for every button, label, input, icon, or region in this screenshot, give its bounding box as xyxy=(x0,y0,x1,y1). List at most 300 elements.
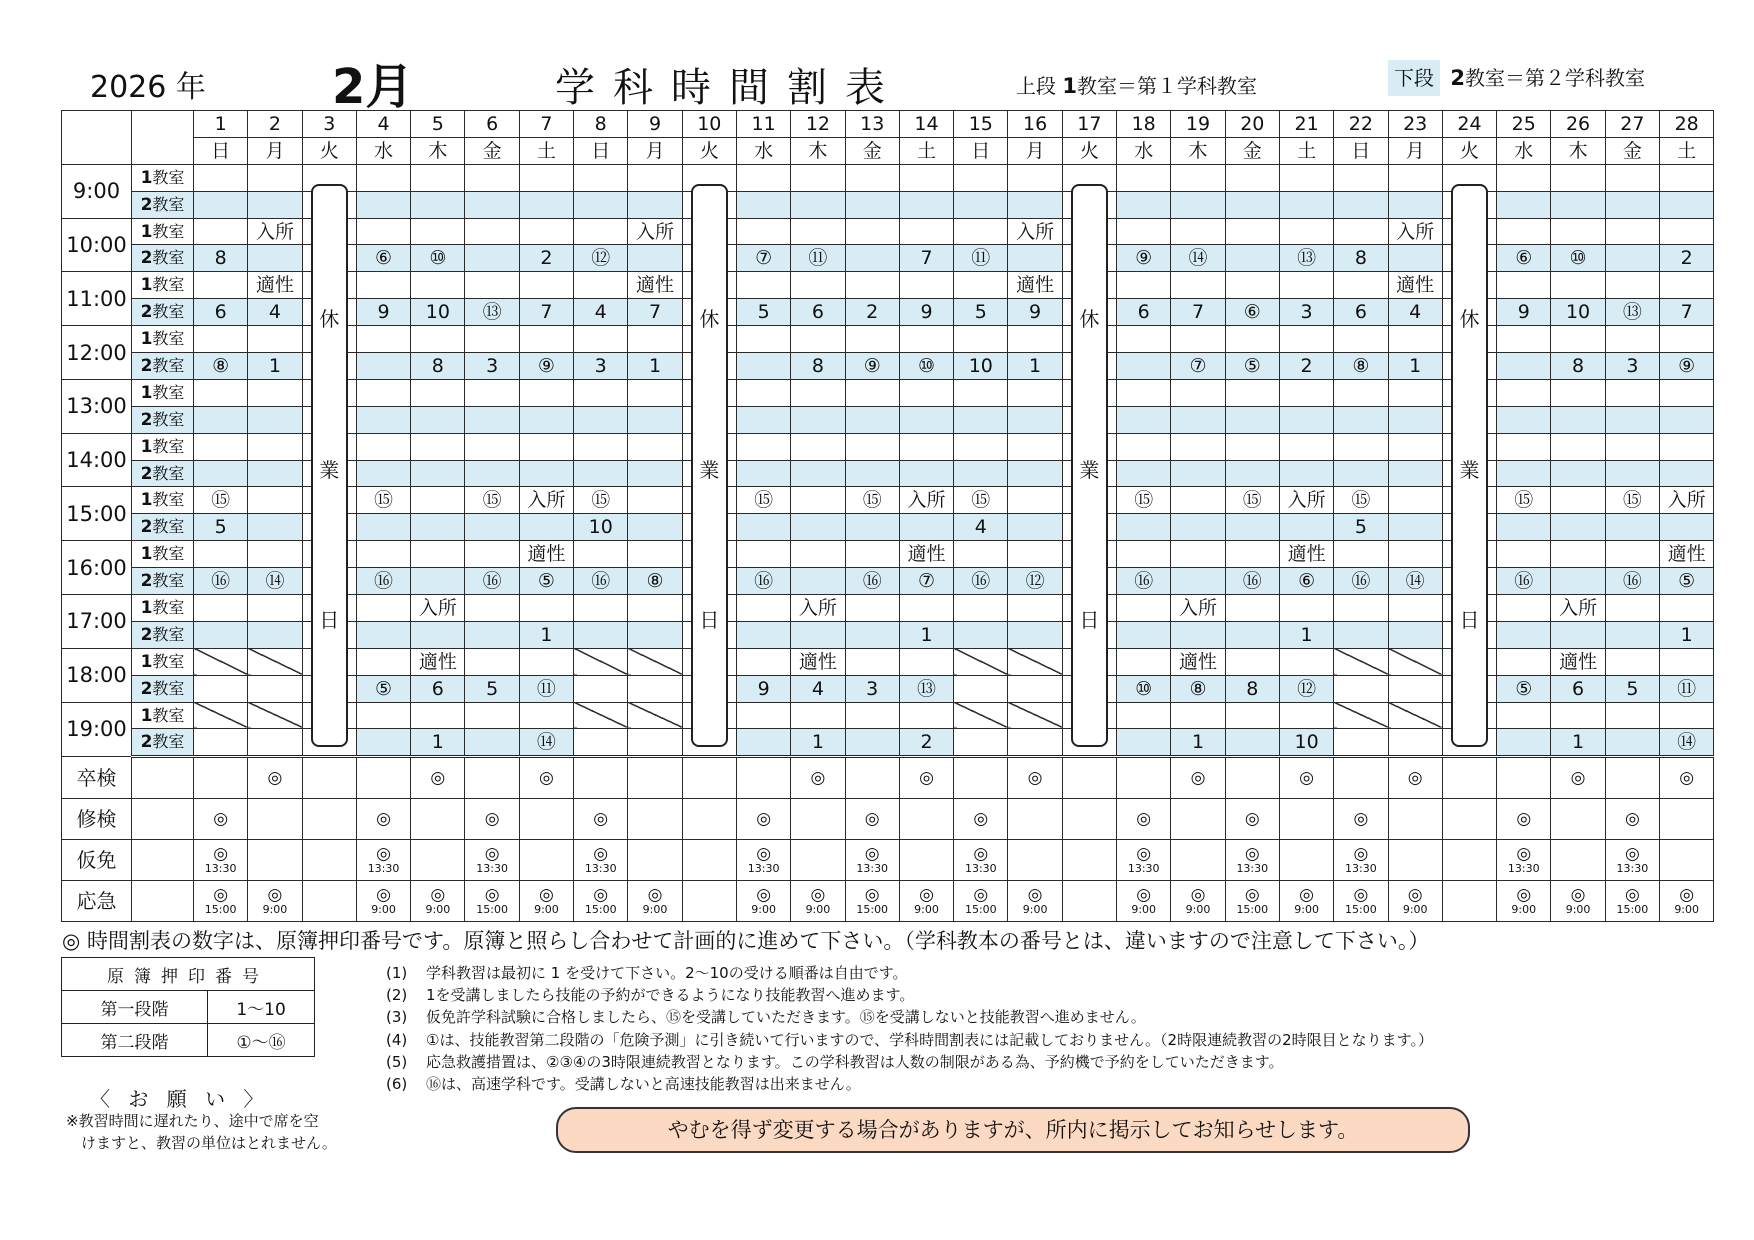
exam-cell xyxy=(1062,840,1116,881)
room-number: 2 xyxy=(140,624,153,645)
lesson-cell: 10 xyxy=(1551,299,1605,326)
exam-time: 9:00 xyxy=(534,903,559,917)
lesson-cell xyxy=(465,326,519,353)
weekday: 水 xyxy=(736,137,790,164)
exam-cell xyxy=(682,840,736,881)
lesson-cell xyxy=(1388,702,1442,729)
day-number: 14 xyxy=(899,111,953,138)
lesson-cell xyxy=(1117,648,1171,675)
time-slot: 13:00 xyxy=(62,379,132,433)
lesson-cell xyxy=(194,702,248,729)
lesson-cell: ⑪ xyxy=(791,245,845,272)
lesson-cell xyxy=(791,406,845,433)
lesson-cell xyxy=(356,460,410,487)
time-slot: 15:00 xyxy=(62,487,132,541)
holiday-char: 休 xyxy=(699,306,720,331)
lesson-cell xyxy=(519,460,573,487)
lesson-cell xyxy=(628,595,682,622)
lesson-cell xyxy=(1117,218,1171,245)
exam-mark: ◎ xyxy=(919,885,934,906)
exam-mark: ◎ xyxy=(1190,885,1206,906)
holiday-char: 休 xyxy=(1459,306,1480,331)
exam-cell xyxy=(736,881,790,922)
room-number: 2 xyxy=(140,302,153,323)
lesson-cell: 適性 xyxy=(1279,541,1333,568)
weekday: 月 xyxy=(1388,137,1442,164)
room-text: 教室 xyxy=(152,624,185,644)
exam-cell xyxy=(1279,881,1333,922)
room-number: 2 xyxy=(140,355,153,376)
holiday-char: 業 xyxy=(1079,457,1100,482)
lesson-cell: 2 xyxy=(1279,353,1333,380)
lesson-cell xyxy=(1225,702,1279,729)
lesson-cell xyxy=(1605,164,1659,191)
exam-cell xyxy=(1171,840,1225,881)
lesson-cell xyxy=(1551,541,1605,568)
lesson-cell xyxy=(465,164,519,191)
lesson-cell: 3 xyxy=(1605,353,1659,380)
exam-time: 9:00 xyxy=(1022,903,1048,917)
lesson-cell xyxy=(736,406,790,433)
lesson-cell xyxy=(1008,406,1062,433)
room-number: 2 xyxy=(140,463,153,484)
change-notice-banner: やむを得ず変更する場合がありますが、所内に掲示してお知らせします。 xyxy=(556,1107,1470,1153)
exam-time: 13:30 xyxy=(204,862,237,876)
lesson-cell xyxy=(954,164,1008,191)
room-text: 教室 xyxy=(152,275,185,295)
exam-time: 15:00 xyxy=(204,903,237,917)
note-item xyxy=(386,1073,1433,1095)
lesson-cell: ⑨ xyxy=(519,353,573,380)
exam-cell xyxy=(356,840,410,881)
lesson-cell: ⑭ xyxy=(1388,568,1442,595)
lesson-cell: ⑤ xyxy=(1660,568,1714,595)
lesson-cell xyxy=(1388,460,1442,487)
exam-time: 13:30 xyxy=(367,862,400,876)
room-text: 教室 xyxy=(152,302,185,322)
lesson-cell xyxy=(1660,514,1714,541)
lesson-cell: 1 xyxy=(1551,729,1605,757)
day-number: 13 xyxy=(845,111,899,138)
exam-cell xyxy=(356,757,410,799)
exam-cell xyxy=(248,881,302,922)
lesson-cell xyxy=(1497,353,1551,380)
lesson-cell: 適性 xyxy=(1008,272,1062,299)
exam-cell xyxy=(1171,757,1225,799)
lesson-cell: 2 xyxy=(519,245,573,272)
lesson-cell xyxy=(1605,729,1659,757)
lesson-cell xyxy=(1279,272,1333,299)
lesson-cell xyxy=(954,406,1008,433)
exam-cell xyxy=(1008,881,1062,922)
lesson-cell xyxy=(845,245,899,272)
room-label xyxy=(132,568,194,595)
exam-cell xyxy=(1497,799,1551,840)
lesson-cell xyxy=(791,460,845,487)
exam-mark: ◎ xyxy=(1136,885,1152,906)
exam-cell xyxy=(1605,757,1659,799)
note-number: (1) xyxy=(386,964,408,982)
lesson-cell xyxy=(1605,541,1659,568)
exam-mark: ◎ xyxy=(864,885,880,906)
lesson-cell xyxy=(791,514,845,541)
exam-cell xyxy=(1062,799,1116,840)
lesson-cell xyxy=(465,460,519,487)
exam-mark: ◎ xyxy=(1624,885,1640,906)
lesson-cell xyxy=(954,460,1008,487)
lesson-cell xyxy=(845,326,899,353)
room-number: 2 xyxy=(140,409,153,430)
lesson-cell xyxy=(1388,191,1442,218)
lesson-cell xyxy=(356,379,410,406)
lesson-cell xyxy=(1008,245,1062,272)
lesson-cell: ⑯ xyxy=(954,568,1008,595)
lesson-cell xyxy=(736,595,790,622)
exam-cell xyxy=(1008,799,1062,840)
exam-cell xyxy=(302,799,356,840)
lesson-cell xyxy=(1497,433,1551,460)
exam-mark: ◎ xyxy=(1299,768,1314,789)
exam-cell xyxy=(1551,757,1605,799)
exam-cell xyxy=(1388,799,1442,840)
lesson-cell: ⑥ xyxy=(356,245,410,272)
exam-mark: ◎ xyxy=(1136,844,1152,865)
day-number: 12 xyxy=(791,111,845,138)
lesson-cell xyxy=(356,164,410,191)
lesson-cell xyxy=(465,729,519,757)
lesson-cell xyxy=(1171,191,1225,218)
exam-cell xyxy=(248,757,302,799)
exam-time: 13:30 xyxy=(1616,862,1649,876)
stamp-number-table xyxy=(61,957,315,1057)
exam-cell xyxy=(899,881,953,922)
lesson-cell xyxy=(574,379,628,406)
lesson-cell: 1 xyxy=(519,621,573,648)
exam-cell xyxy=(194,799,248,840)
room-text: 教室 xyxy=(152,490,185,510)
lesson-cell: 4 xyxy=(248,299,302,326)
lesson-cell xyxy=(1117,514,1171,541)
note-text: 仮免許学科試験に合格しましたら、⑮を受講していただきます。⑮を受講しないと技能教習へ進めません。 xyxy=(426,1008,1146,1027)
exam-cell xyxy=(954,840,1008,881)
exam-spacer xyxy=(132,799,194,840)
lesson-cell xyxy=(1171,621,1225,648)
lesson-cell xyxy=(1605,460,1659,487)
exam-mark: ◎ xyxy=(1624,809,1640,830)
exam-cell xyxy=(465,840,519,881)
lesson-cell xyxy=(356,406,410,433)
lesson-cell xyxy=(791,702,845,729)
exam-cell xyxy=(1008,757,1062,799)
lesson-cell: ⑮ xyxy=(954,487,1008,514)
lesson-cell: 入所 xyxy=(899,487,953,514)
lesson-cell xyxy=(845,164,899,191)
lesson-cell xyxy=(1117,460,1171,487)
lesson-cell xyxy=(1117,595,1171,622)
lesson-cell xyxy=(899,326,953,353)
exam-mark: ◎ xyxy=(756,844,772,865)
exam-cell xyxy=(1117,799,1171,840)
lesson-cell xyxy=(954,675,1008,702)
lesson-cell xyxy=(736,164,790,191)
lesson-cell xyxy=(628,648,682,675)
lesson-cell: 入所 xyxy=(1008,218,1062,245)
lesson-cell xyxy=(465,514,519,541)
exam-time: 13:30 xyxy=(964,862,997,876)
exam-cell xyxy=(1388,757,1442,799)
lesson-cell xyxy=(411,164,465,191)
lesson-cell xyxy=(248,487,302,514)
lesson-cell xyxy=(194,164,248,191)
lesson-cell xyxy=(1225,406,1279,433)
lesson-cell xyxy=(736,433,790,460)
lesson-cell xyxy=(791,433,845,460)
exam-cell xyxy=(682,799,736,840)
lesson-cell: 適性 xyxy=(411,648,465,675)
lesson-cell xyxy=(411,702,465,729)
exam-time: 13:30 xyxy=(584,862,617,876)
lesson-cell xyxy=(194,648,248,675)
lesson-cell: 9 xyxy=(899,299,953,326)
lesson-cell xyxy=(1497,648,1551,675)
lesson-cell: ⑫ xyxy=(574,245,628,272)
lesson-cell xyxy=(1008,675,1062,702)
day-number: 10 xyxy=(682,111,736,138)
lesson-cell xyxy=(736,702,790,729)
day-number: 8 xyxy=(574,111,628,138)
lesson-cell: 適性 xyxy=(628,272,682,299)
lesson-cell: 9 xyxy=(736,675,790,702)
lesson-cell: ⑥ xyxy=(1279,568,1333,595)
lesson-cell xyxy=(194,595,248,622)
exam-cell xyxy=(1334,799,1388,840)
lesson-cell xyxy=(1334,379,1388,406)
lesson-cell xyxy=(574,218,628,245)
lesson-cell xyxy=(1605,326,1659,353)
lesson-cell: ⑤ xyxy=(1225,353,1279,380)
lesson-cell xyxy=(519,702,573,729)
lesson-cell: ⑥ xyxy=(1225,299,1279,326)
lesson-cell: 4 xyxy=(954,514,1008,541)
lesson-cell: 8 xyxy=(411,353,465,380)
lesson-cell xyxy=(1334,191,1388,218)
room-label xyxy=(132,621,194,648)
lesson-cell xyxy=(519,514,573,541)
lesson-cell xyxy=(1117,353,1171,380)
lesson-cell xyxy=(628,326,682,353)
exam-cell xyxy=(1117,881,1171,922)
lesson-cell: 3 xyxy=(1279,299,1333,326)
holiday-char: 休 xyxy=(319,306,340,331)
exam-mark: ◎ xyxy=(919,768,934,789)
lesson-cell: ⑮ xyxy=(574,487,628,514)
exam-cell xyxy=(1334,881,1388,922)
exam-mark: ◎ xyxy=(376,809,391,830)
lesson-cell xyxy=(1660,272,1714,299)
exam-cell xyxy=(1497,881,1551,922)
lesson-cell xyxy=(248,595,302,622)
note-number: (3) xyxy=(386,1008,408,1027)
exam-cell xyxy=(845,881,899,922)
lesson-cell xyxy=(1388,406,1442,433)
exam-cell xyxy=(736,757,790,799)
exam-mark: ◎ xyxy=(864,844,880,865)
lesson-cell xyxy=(1171,218,1225,245)
lesson-cell xyxy=(194,675,248,702)
lesson-cell xyxy=(248,514,302,541)
lesson-cell xyxy=(574,433,628,460)
exam-mark: ◎ xyxy=(864,809,880,830)
lesson-cell xyxy=(519,191,573,218)
exam-mark: ◎ xyxy=(810,885,826,906)
lesson-cell xyxy=(845,541,899,568)
schedule-note: ◎ 時間割表の数字は、原簿押印番号です。原簿と照らし合わせて計画的に進めて下さい。（学科教本の番号とは、違いますので注意して下さい。） xyxy=(62,929,1430,953)
lesson-cell xyxy=(1497,326,1551,353)
lesson-cell xyxy=(845,514,899,541)
exam-cell xyxy=(1117,757,1171,799)
exam-cell xyxy=(1442,881,1496,922)
room-text: 教室 xyxy=(152,463,185,483)
exam-mark: ◎ xyxy=(1353,844,1369,865)
exam-cell xyxy=(628,757,682,799)
lesson-cell xyxy=(1171,379,1225,406)
lesson-cell xyxy=(519,406,573,433)
exam-mark: ◎ xyxy=(267,885,283,906)
exam-spacer xyxy=(132,840,194,881)
lesson-cell xyxy=(465,648,519,675)
weekday: 木 xyxy=(791,137,845,164)
lesson-cell: 8 xyxy=(791,353,845,380)
weekday: 火 xyxy=(682,137,736,164)
lesson-cell xyxy=(845,595,899,622)
lesson-cell: ⑪ xyxy=(519,675,573,702)
lesson-cell xyxy=(954,191,1008,218)
lesson-cell: ⑮ xyxy=(1605,487,1659,514)
exam-cell xyxy=(845,799,899,840)
room-label xyxy=(132,460,194,487)
lesson-cell xyxy=(248,675,302,702)
lesson-cell xyxy=(1551,433,1605,460)
exam-cell xyxy=(574,799,628,840)
lesson-cell: ⑯ xyxy=(194,568,248,595)
lesson-cell xyxy=(194,218,248,245)
lesson-cell: 1 xyxy=(899,621,953,648)
exam-mark: ◎ xyxy=(1407,885,1423,906)
weekday: 日 xyxy=(1334,137,1388,164)
lesson-cell: 6 xyxy=(1334,299,1388,326)
room-number: 1 xyxy=(140,597,153,618)
exam-mark: ◎ xyxy=(1516,844,1532,865)
room-text: 教室 xyxy=(152,571,185,591)
room-label xyxy=(132,541,194,568)
exam-cell xyxy=(628,799,682,840)
lesson-cell xyxy=(1225,595,1279,622)
exam-mark: ◎ xyxy=(539,885,554,906)
exam-cell xyxy=(465,799,519,840)
exam-cell xyxy=(845,840,899,881)
lesson-cell xyxy=(194,541,248,568)
lesson-cell: 入所 xyxy=(628,218,682,245)
room-text: 教室 xyxy=(152,678,185,698)
notes-list xyxy=(386,962,1433,1095)
lesson-cell xyxy=(1225,433,1279,460)
exam-cell xyxy=(465,881,519,922)
lesson-cell: 2 xyxy=(845,299,899,326)
exam-time: 15:00 xyxy=(584,903,617,917)
page-title: 学科時間割表 xyxy=(555,65,903,111)
lesson-cell xyxy=(465,433,519,460)
lesson-cell xyxy=(1171,568,1225,595)
exam-mark: ◎ xyxy=(267,768,283,789)
room-label xyxy=(132,729,194,757)
request-body: ※教習時間に遅れたり、途中で席を空 けますと、教習の単位はとれません。 xyxy=(66,1112,337,1152)
lesson-cell: 9 xyxy=(356,299,410,326)
lesson-cell xyxy=(1388,245,1442,272)
lesson-cell xyxy=(628,514,682,541)
day-number: 19 xyxy=(1171,111,1225,138)
lesson-cell xyxy=(519,164,573,191)
lesson-cell xyxy=(574,675,628,702)
lesson-cell xyxy=(1117,326,1171,353)
lesson-cell xyxy=(1551,621,1605,648)
lesson-cell xyxy=(1551,702,1605,729)
lesson-cell xyxy=(628,487,682,514)
note-item xyxy=(386,984,1433,1006)
lesson-cell xyxy=(194,460,248,487)
exam-mark: ◎ xyxy=(1679,768,1695,789)
lesson-cell: ⑯ xyxy=(1334,568,1388,595)
lesson-cell xyxy=(356,702,410,729)
lesson-cell xyxy=(899,702,953,729)
header-corner xyxy=(132,111,194,165)
lesson-cell xyxy=(1605,514,1659,541)
day-number: 20 xyxy=(1225,111,1279,138)
exam-mark: ◎ xyxy=(647,885,663,906)
lesson-cell: 1 xyxy=(1171,729,1225,757)
holiday-char: 業 xyxy=(1459,457,1480,482)
lesson-cell xyxy=(1171,487,1225,514)
weekday: 日 xyxy=(574,137,628,164)
day-number: 15 xyxy=(954,111,1008,138)
lesson-cell xyxy=(791,621,845,648)
exam-time: 13:30 xyxy=(1345,862,1377,876)
exam-time: 13:30 xyxy=(1127,862,1160,876)
lesson-cell: 適性 xyxy=(519,541,573,568)
lesson-cell xyxy=(519,326,573,353)
lesson-cell xyxy=(1497,191,1551,218)
lesson-cell: ⑯ xyxy=(574,568,628,595)
lesson-cell xyxy=(954,621,1008,648)
lesson-cell xyxy=(1551,460,1605,487)
lesson-cell xyxy=(845,191,899,218)
lesson-cell xyxy=(954,702,1008,729)
lesson-cell xyxy=(1225,164,1279,191)
lesson-cell xyxy=(954,541,1008,568)
exam-mark: ◎ xyxy=(376,885,391,906)
lesson-cell xyxy=(899,433,953,460)
exam-cell xyxy=(954,881,1008,922)
room-label xyxy=(132,379,194,406)
lesson-cell xyxy=(1171,326,1225,353)
lesson-cell: ⑫ xyxy=(1008,568,1062,595)
weekday: 金 xyxy=(1605,137,1659,164)
exam-mark: ◎ xyxy=(484,809,500,830)
lesson-cell xyxy=(248,702,302,729)
room-text: 教室 xyxy=(152,544,185,564)
weekday: 木 xyxy=(411,137,465,164)
weekday: 土 xyxy=(1279,137,1333,164)
lesson-cell xyxy=(1225,514,1279,541)
